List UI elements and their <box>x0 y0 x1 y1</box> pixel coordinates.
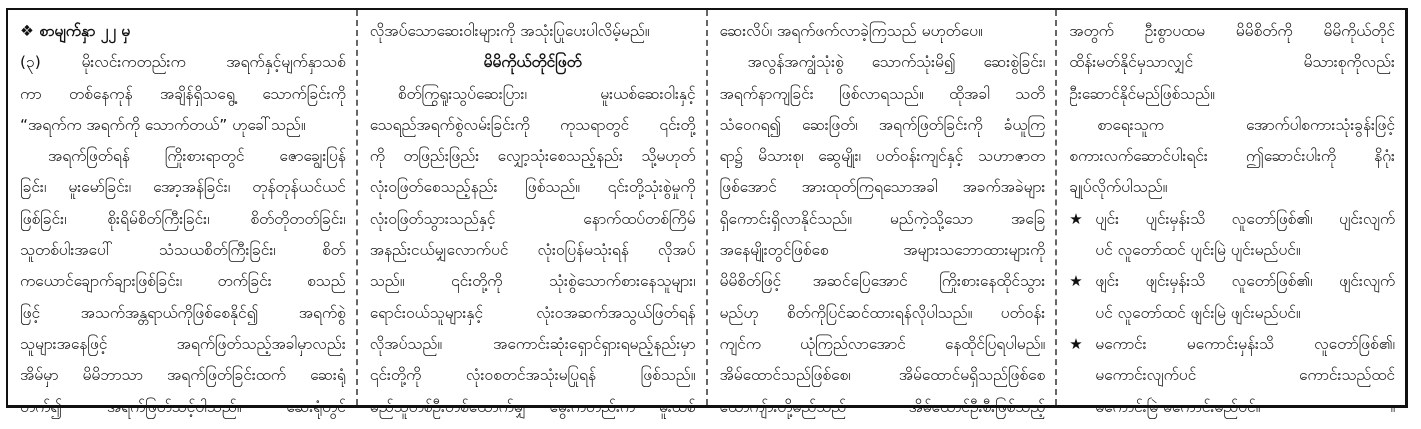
line-text: ဖြင့် အသက်အန္တရာယ်ကိုဖြစ်စေနိုင်၍ အရက်စွဲ <box>20 303 346 322</box>
text-line <box>1069 298 1395 329</box>
text-line <box>1069 172 1395 203</box>
text-line <box>20 79 346 110</box>
line-text: မိမိစိတ်ဖြင့် အဆင်ပြေအောင် ကြိုးစားနေထိုင်သွား <box>719 272 1046 291</box>
line-text: စာရေးသူက အောက်ပါစကားသုံးခွန်းဖြင့် <box>1097 115 1395 134</box>
text-line <box>370 110 696 141</box>
text-line <box>1069 204 1395 235</box>
line-text: မိမိကိုယ်တိုင်ဖြတ် <box>483 53 582 72</box>
line-text: ကယောင်ချောက်ချားဖြစ်ခြင်း၊ တက်ခြင်း စသည် <box>20 272 346 291</box>
line-text: မကောင်းလျက်ပင် ကောင်းသည်ထင် <box>1095 366 1395 385</box>
line-text: လုံးဝဖြတ်သွားသည်နှင့် နောက်ထပ်တစ်ကြိမ် <box>369 209 696 228</box>
line-text: ဖြစ်အောင် အားထုတ်ကြရသောအခါ အခက်အခဲများ <box>719 178 1046 197</box>
text-line <box>1069 47 1395 78</box>
text-line <box>370 204 696 235</box>
line-text: ပျင်း ပျင်းမှန်းသိ လူတော်ဖြစ်၏၊ ပျင်းလျက် <box>1095 209 1395 228</box>
text-line <box>370 79 696 110</box>
text-line <box>1069 360 1395 391</box>
line-text: သူများအနေဖြင့် အရက်ဖြတ်သည့်အခါမှာလည်း <box>20 334 346 353</box>
text-line <box>20 298 346 329</box>
line-text: ထိန်းမတ်နိုင်မှသာလျှင် မိသားစုကိုလည်း <box>1069 53 1395 72</box>
line-text: လိုအပ်သည်။ အကောင်းဆုံးရှောင်ရှားရမည့်နည်းမှာ <box>369 334 696 353</box>
text-line <box>370 266 696 297</box>
text-line <box>370 329 696 360</box>
text-line <box>720 298 1046 329</box>
line-text: ကာ တစ်နေကုန် အချိန်ရှိသရွေ့ သောက်ခြင်းကို <box>20 84 346 103</box>
star-bullet-icon: ★ <box>1069 334 1083 353</box>
line-text: အိမ်မှာ မိမိဘာသာ အရက်ဖြတ်ခြင်းထက် ဆေးရုံ <box>20 366 346 385</box>
line-text: သူတစ်ပါးအပေါ် သံသယစိတ်ကြီးခြင်း၊ စိတ် <box>20 241 346 260</box>
line-text: ခြင်း၊ မူးမော်ခြင်း၊ အော့အန်ခြင်း၊ တုန်တုန်ယင်ယင် <box>20 178 346 197</box>
end-mark: ။ <box>1390 397 1395 416</box>
line-text: မကောင်းမြဲ မကောင်းမည်ပင်။ <box>1095 397 1261 416</box>
line-text: ရှိကောင်းရှိလာနိုင်သည်။ မည်ကဲ့သို့သော အခြေ <box>719 209 1046 228</box>
line-text: လိုအပ်သောဆေးဝါးများကို အသုံးပြုပေးပါလိမ့်မည်။ <box>369 22 650 40</box>
line-text: ကို တဖြည်းဖြည်း လျှော့သုံးစေသည့်နည်း သို့မဟုတ် <box>369 147 696 166</box>
text-line <box>720 79 1046 110</box>
article-frame <box>6 8 1408 416</box>
line-text: စိတ်ကြွရူးသွပ်ဆေးပြား၊ မူးယစ်ဆေးဝါးနှင့် <box>397 84 696 103</box>
line-text: ပင် လူတော်ထင် ဖျင်းမြဲ ဖျင်းမည်ပင်။ <box>1095 303 1301 322</box>
text-line <box>370 172 696 203</box>
text-line <box>20 266 346 297</box>
line-text: ဖျင်း ဖျင်းမှန်းသိ လူတော်ဖြစ်၏၊ ဖျင်းလျက် <box>1095 272 1395 291</box>
text-line <box>20 172 346 203</box>
text-line <box>370 360 696 391</box>
text-line <box>370 47 696 78</box>
text-line <box>1069 141 1395 172</box>
line-text: ကျင်က ယုံကြည်လာအောင် နေထိုင်ပြရပါမည်။ <box>719 334 1046 353</box>
text-line <box>720 172 1046 203</box>
line-text: ပင် လူတော်ထင် ပျင်းမြဲ ပျင်းမည်ပင်။ <box>1095 241 1301 260</box>
text-line <box>20 360 346 391</box>
text-line <box>720 392 1046 423</box>
text-line <box>1069 235 1395 266</box>
line-text: ယောကျ်ားတို့မည်သည် အိမ်ထောင်ဦးစီးဖြစ်သည့် <box>719 397 1046 416</box>
text-line <box>720 16 1046 47</box>
line-text: (၃) မိုးလင်းကတည်းက အရက်နှင့်မျက်နှာသစ် <box>20 53 346 72</box>
line-text: ၎င်းတို့ကို လုံးဝစတင်အသုံးမပြုရန် ဖြစ်သည်။ <box>369 366 696 385</box>
line-text: မည်ဟု စိတ်ကိုပြင်ဆင်ထားရန်လိုပါသည်။ ပတ်ဝန်း <box>719 303 1046 322</box>
line-text: အနည်းငယ်မျှလောက်ပင် လုံးဝပြန်မသုံးရန် လိုအပ် <box>369 241 696 260</box>
text-line <box>720 110 1046 141</box>
line-text: မည်သူတစ်ဦးတစ်ယောက်မျှ မွေးကတည်းက မူးယစ် <box>369 397 696 416</box>
line-text: ရောင်းဝယ်သူများနှင့် လုံးဝအဆက်အသွယ်ဖြတ်ရန် <box>369 303 696 322</box>
text-line <box>370 298 696 329</box>
line-text: သေရည်အရက်စွဲလမ်းခြင်းကို ကုသရာတွင် ၎င်းတို့ <box>369 115 696 134</box>
text-line <box>720 360 1046 391</box>
text-line <box>370 141 696 172</box>
text-line <box>1069 329 1395 360</box>
text-line <box>1069 266 1395 297</box>
text-line <box>20 16 346 47</box>
text-line <box>720 329 1046 360</box>
line-text: အနေမျိုးတွင်ဖြစ်စေ အများသဘောထားများကို <box>719 241 1046 260</box>
text-column-3 <box>706 10 1056 416</box>
text-line <box>720 266 1046 297</box>
text-line <box>720 141 1046 172</box>
text-line <box>720 47 1046 78</box>
text-line <box>20 329 346 360</box>
text-line <box>720 204 1046 235</box>
line-text: အရက်ဖြတ်ရန် ကြိုးစားရာတွင် ဇောချွေးပြန် <box>48 147 346 166</box>
line-text: သည်။ ၎င်းတို့ကို သုံးစွဲသောက်စားနေသူများ၊ <box>369 272 696 291</box>
line-text: လုံးဝဖြတ်စေသည့်နည်း ဖြစ်သည်။ ၎င်းတို့သုံးစွဲမှုကို <box>369 178 696 197</box>
line-text: ဦးဆောင်နိုင်မည်ဖြစ်သည်။ <box>1069 84 1215 103</box>
line-text: ❖ စာမျက်နှာ ၂၂ မှ <box>20 22 131 40</box>
text-line <box>20 392 346 423</box>
text-line <box>1069 79 1395 110</box>
text-line <box>720 235 1046 266</box>
line-text: အတွက် ဦးစွာပထမ မိမိစိတ်ကို မိမိကိုယ်တိုင် <box>1069 22 1395 40</box>
text-column-2 <box>356 10 706 416</box>
line-text: သံဝေဂရ၍ ဆေးဖြတ်၊ အရက်ဖြတ်ခြင်းကို ခံယူကြ <box>719 115 1046 134</box>
text-line <box>370 392 696 423</box>
text-column-1 <box>8 10 356 416</box>
text-line <box>20 235 346 266</box>
text-line <box>20 204 346 235</box>
text-line <box>370 16 696 47</box>
line-text: ဆေးလိပ်၊ အရက်ဖက်လာခဲ့ကြသည် မဟုတ်ပေ။ <box>719 22 983 40</box>
text-line <box>1069 110 1395 141</box>
text-line <box>20 47 346 78</box>
line-text: အိမ်ထောင်သည်ဖြစ်စေ၊ အိမ်ထောင်မရှိသည်ဖြစ်စေ <box>719 366 1046 385</box>
star-bullet-icon: ★ <box>1069 209 1083 228</box>
line-text: တက်၍ အရက်ဖြတ်သင့်ပါသည်။ ဆေးရုံတွင် <box>20 397 346 416</box>
line-text: အရက်နာကျခြင်း ဖြစ်လာရသည်။ ထိုအခါ သတိ <box>719 84 1046 103</box>
text-line <box>20 141 346 172</box>
line-text: ဖြစ်ခြင်း၊ စိုးရိမ်စိတ်ကြီးခြင်း၊ စိတ်တိုတတ်ခြင်း၊ <box>20 209 346 228</box>
line-text: အလွန်အကျွံသုံးစွဲ သောက်သုံးမိ၍ ဆေးစွဲခြင်း၊ <box>747 53 1046 72</box>
line-text: ရာ၌ မိသားစု၊ ဆွေမျိုး၊ ပတ်ဝန်းကျင်နှင့် သဟာဇာတ <box>719 147 1046 166</box>
text-line <box>1069 392 1395 423</box>
text-line <box>20 110 346 141</box>
text-column-4 <box>1055 10 1405 416</box>
line-text: ချုပ်လိုက်ပါသည်။ <box>1069 178 1168 197</box>
line-text: မကောင်း မကောင်းမှန်းသိ လူတော်ဖြစ်၏၊ <box>1095 334 1395 353</box>
star-bullet-icon: ★ <box>1069 272 1083 291</box>
line-text: စကားလက်ဆောင်ပါးရင်း ဤဆောင်းပါးကို နိဂုံး <box>1069 147 1395 166</box>
text-line <box>1069 16 1395 47</box>
text-line <box>370 235 696 266</box>
line-text: “အရက်က အရက်ကို သောက်တယ်” ဟုခေါ်သည်။ <box>20 115 306 134</box>
